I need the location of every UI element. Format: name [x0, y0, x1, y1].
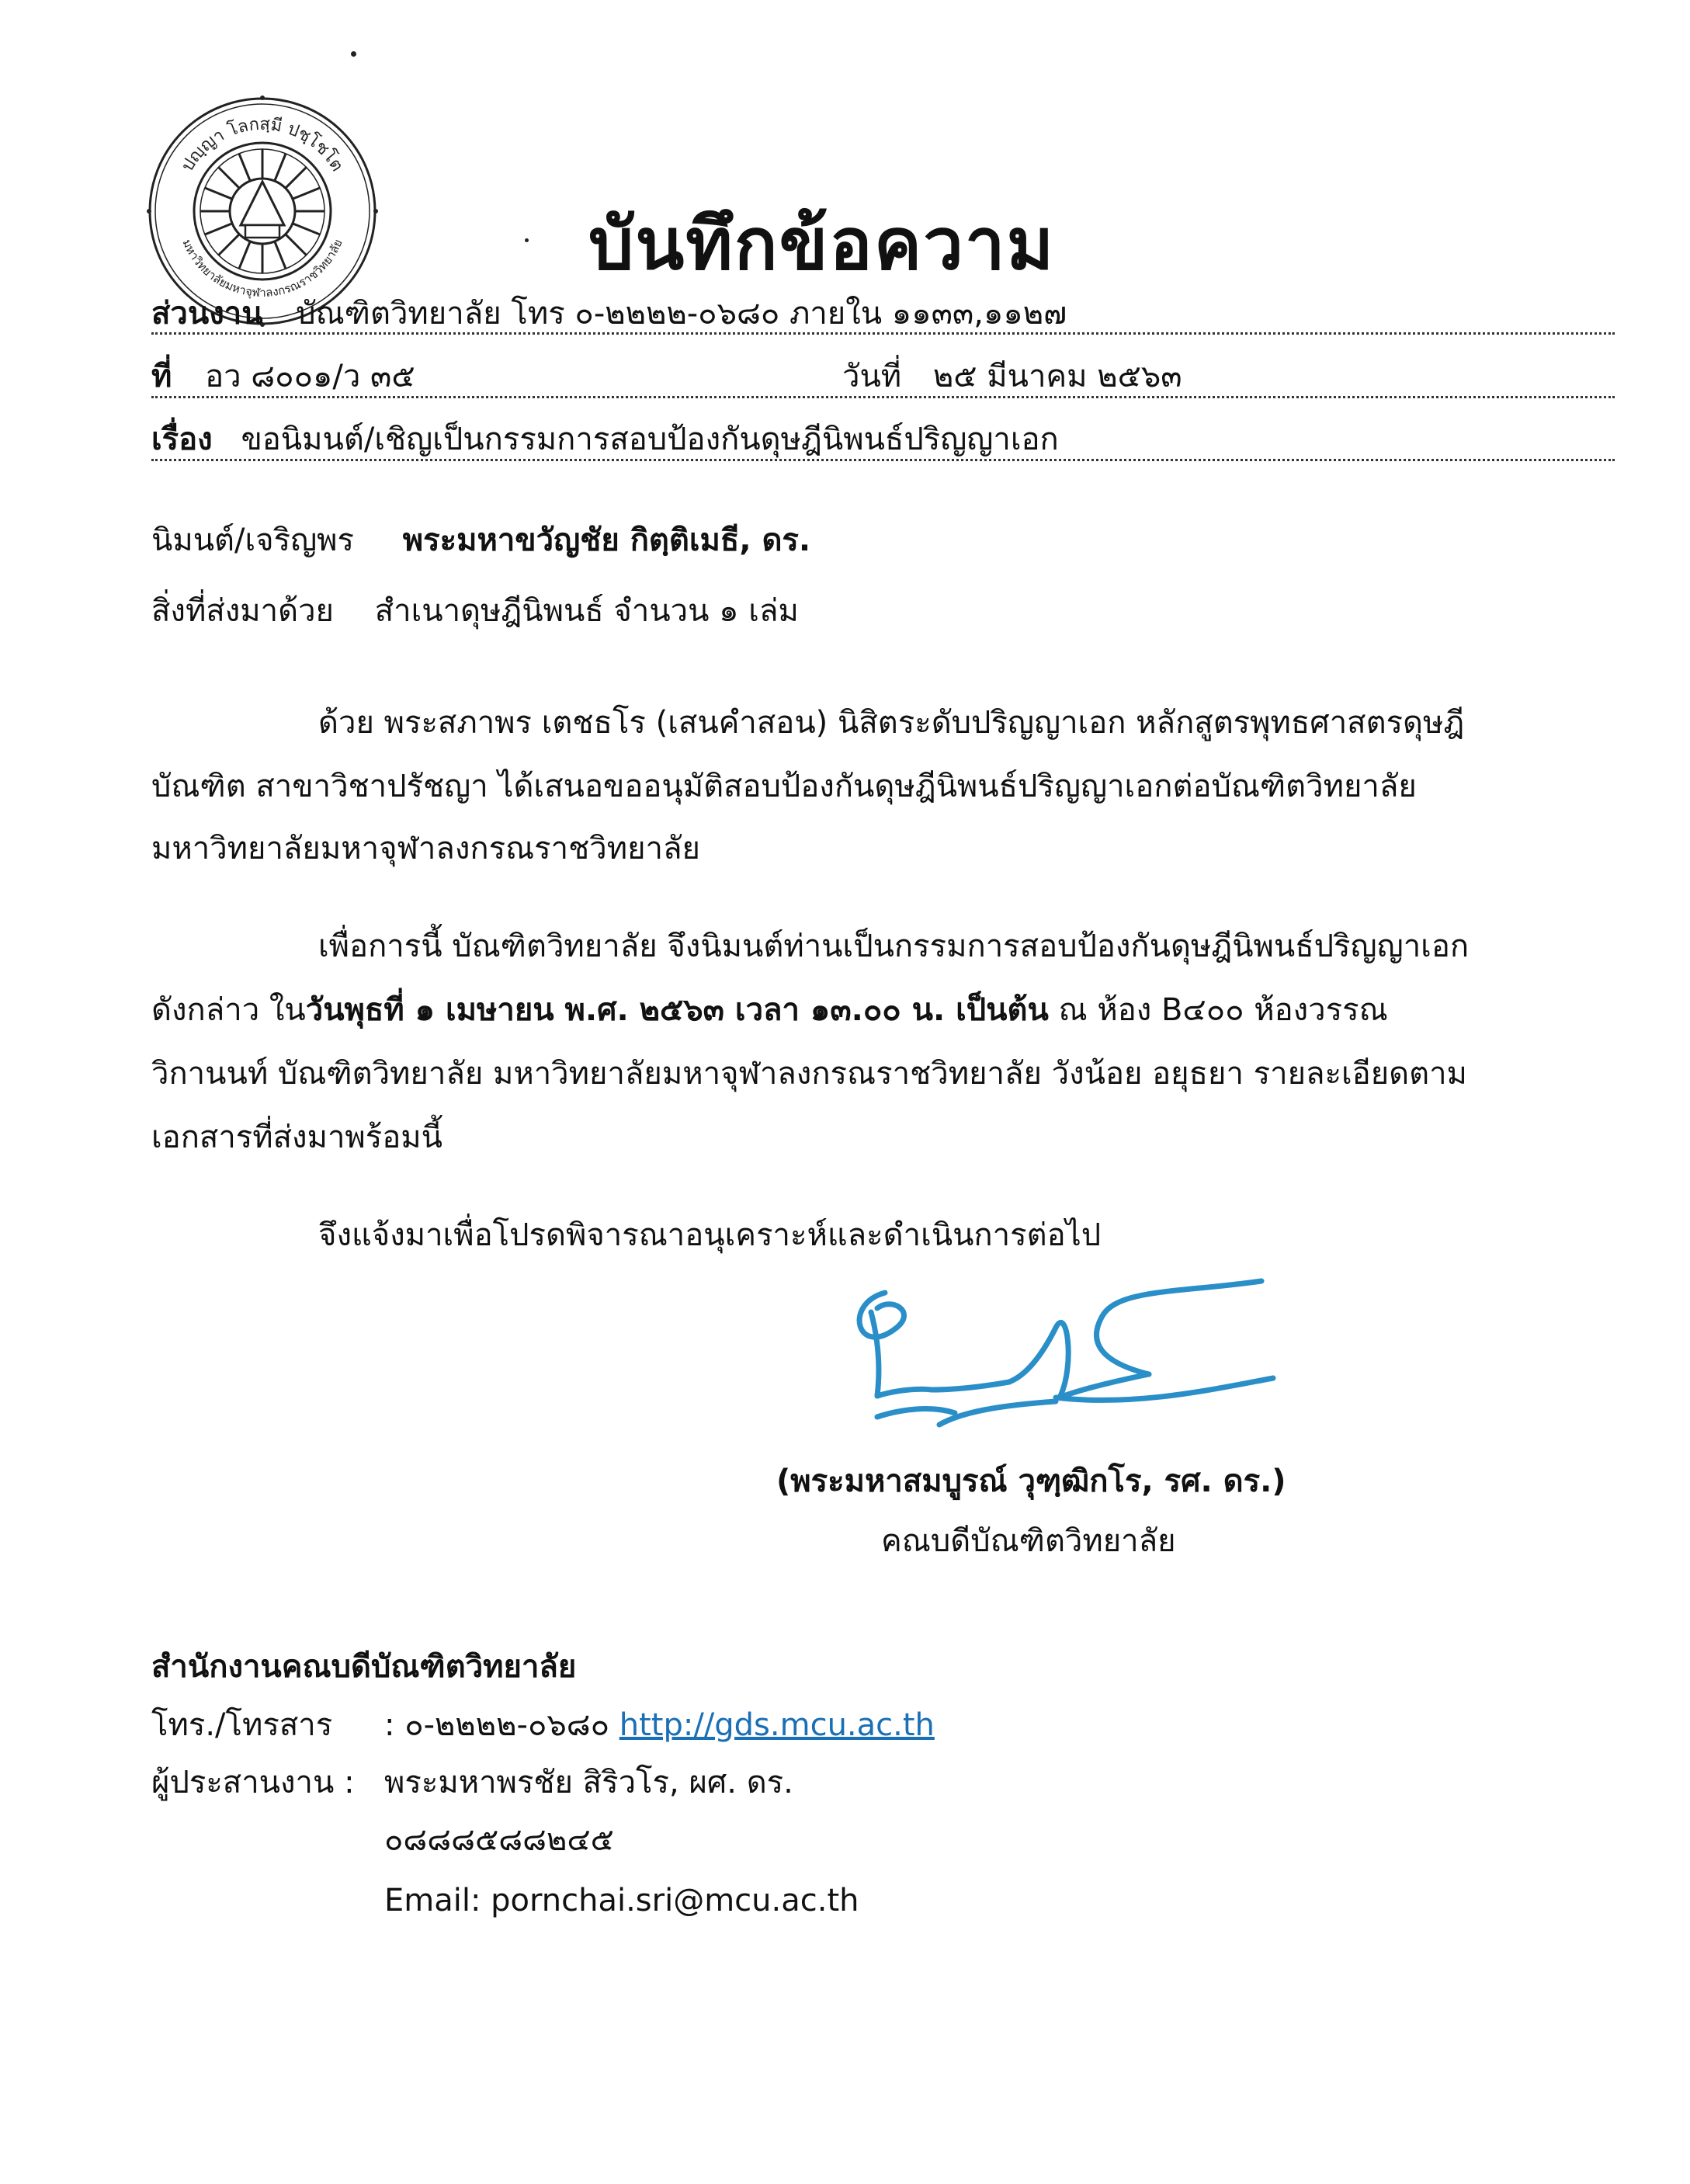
divider	[151, 459, 1615, 461]
recipient-name: พระมหาขวัญชัย กิตฺติเมธี, ดร.	[402, 523, 811, 558]
coordinator-name: พระมหาพรชัย สิริวโร, ผศ. ดร.	[384, 1765, 793, 1800]
coordinator-phone: ๐๘๘๘๕๘๘๒๔๕	[384, 1822, 614, 1858]
paragraph-1-line-3: มหาวิทยาลัยมหาจุฬาลงกรณราชวิทยาลัย	[151, 831, 700, 866]
subject-value: ขอนิมนต์/เชิญเป็นกรรมการสอบป้องกันดุษฎีนิพนธ์ปริญญาเอก	[241, 422, 1059, 457]
signatory-position: คณบดีบัณฑิตวิทยาลัย	[881, 1523, 1176, 1559]
exam-datetime: วันพุธที่ ๑ เมษายน พ.ศ. ๒๕๖๓ เวลา ๑๓.๐๐ น. เป็นต้น	[305, 992, 1049, 1028]
closing-line: จึงแจ้งมาเพื่อโปรดพิจารณาอนุเคราะห์และดำเนินการต่อไป	[318, 1217, 1102, 1253]
date-value: ๒๕ มีนาคม ๒๕๖๓	[932, 359, 1182, 394]
speck	[525, 238, 529, 242]
enclosure-value: สำเนาดุษฎีนิพนธ์ จำนวน ๑ เล่ม	[374, 593, 799, 629]
paragraph-1-line-1: ด้วย พระสภาพร เตชธโร (เสนคำสอน) นิสิตระดับปริญญาเอก หลักสูตรพุทธศาสตรดุษฎี	[318, 705, 1465, 741]
reference-label: ที่	[151, 359, 172, 394]
reference-row	[151, 361, 415, 392]
paragraph-2-line-4: เอกสารที่ส่งมาพร้อมนี้	[151, 1120, 442, 1155]
enclosure-label: สิ่งที่ส่งมาด้วย	[151, 593, 334, 629]
p2-suffix: ณ ห้อง B๔๐๐ ห้องวรรณ	[1048, 992, 1388, 1028]
signatory-name: (พระมหาสมบูรณ์ วุฑฺฒิกโร, รศ. ดร.)	[776, 1464, 1286, 1499]
speck	[351, 51, 356, 57]
website-link[interactable]: http://gds.mcu.ac.th	[619, 1707, 935, 1743]
department-row	[151, 296, 1067, 332]
paragraph-2-line-2	[151, 984, 1388, 1034]
signature	[823, 1273, 1289, 1444]
phone-row	[384, 1707, 935, 1743]
coordinator-email: Email: pornchai.sri@mcu.ac.th	[384, 1883, 859, 1918]
subject-row	[151, 424, 1059, 455]
paragraph-2-line-1: เพื่อการนี้ บัณฑิตวิทยาลัย จึงนิมนต์ท่านเป็นกรรมการสอบป้องกันดุษฎีนิพนธ์ปริญญาเอก	[318, 929, 1470, 964]
paragraph-1-line-2: บัณฑิต สาขาวิชาปรัชญา ได้เสนอขออนุมัติสอบป้องกันดุษฎีนิพนธ์ปริญญาเอกต่อบัณฑิตวิทยาลัย	[151, 769, 1417, 804]
date-label: วันที่	[842, 359, 902, 394]
paragraph-2-line-3: วิกานนท์ บัณฑิตวิทยาลัย มหาวิทยาลัยมหาจุฬาลงกรณราชวิทยาลัย วังน้อย อยุธยา รายละเอียดตาม	[151, 1056, 1467, 1092]
phone-label: โทร./โทรสาร	[151, 1707, 333, 1743]
phone-value: : ๐-๒๒๒๒-๐๖๘๐	[384, 1707, 619, 1743]
recipient-label: นิมนต์/เจริญพร	[151, 523, 355, 558]
office-name: สำนักงานคณบดีบัณฑิตวิทยาลัย	[151, 1649, 577, 1685]
svg-text:มหาวิทยาลัยมหาจุฬาลงกรณราชวิทย: มหาวิทยาลัยมหาจุฬาลงกรณราชวิทยาลัย	[179, 237, 345, 300]
p2-prefix: ดังกล่าว ใน	[151, 992, 306, 1028]
date-row	[842, 361, 1182, 392]
enclosure-row	[151, 595, 799, 627]
coordinator-label: ผู้ประสานงาน :	[151, 1765, 355, 1800]
divider	[151, 332, 1615, 335]
department-value: บัณฑิตวิทยาลัย โทร ๐-๒๒๒๒-๐๖๘๐ ภายใน ๑๑๓๓,๑๑๒๗	[296, 296, 1067, 332]
department-label: ส่วนงาน	[151, 296, 263, 332]
recipient-row	[151, 525, 810, 556]
svg-text:ปญฺญา โลกสฺมี ปชฺโชโต: ปญฺญา โลกสฺมี ปชฺโชโต	[178, 114, 347, 175]
divider	[151, 396, 1615, 398]
page-title: บันทึกข้อความ	[588, 203, 1056, 286]
reference-value: อว ๘๐๐๑/ว ๓๕	[205, 359, 415, 394]
university-seal	[146, 95, 379, 328]
subject-label: เรื่อง	[151, 422, 213, 457]
